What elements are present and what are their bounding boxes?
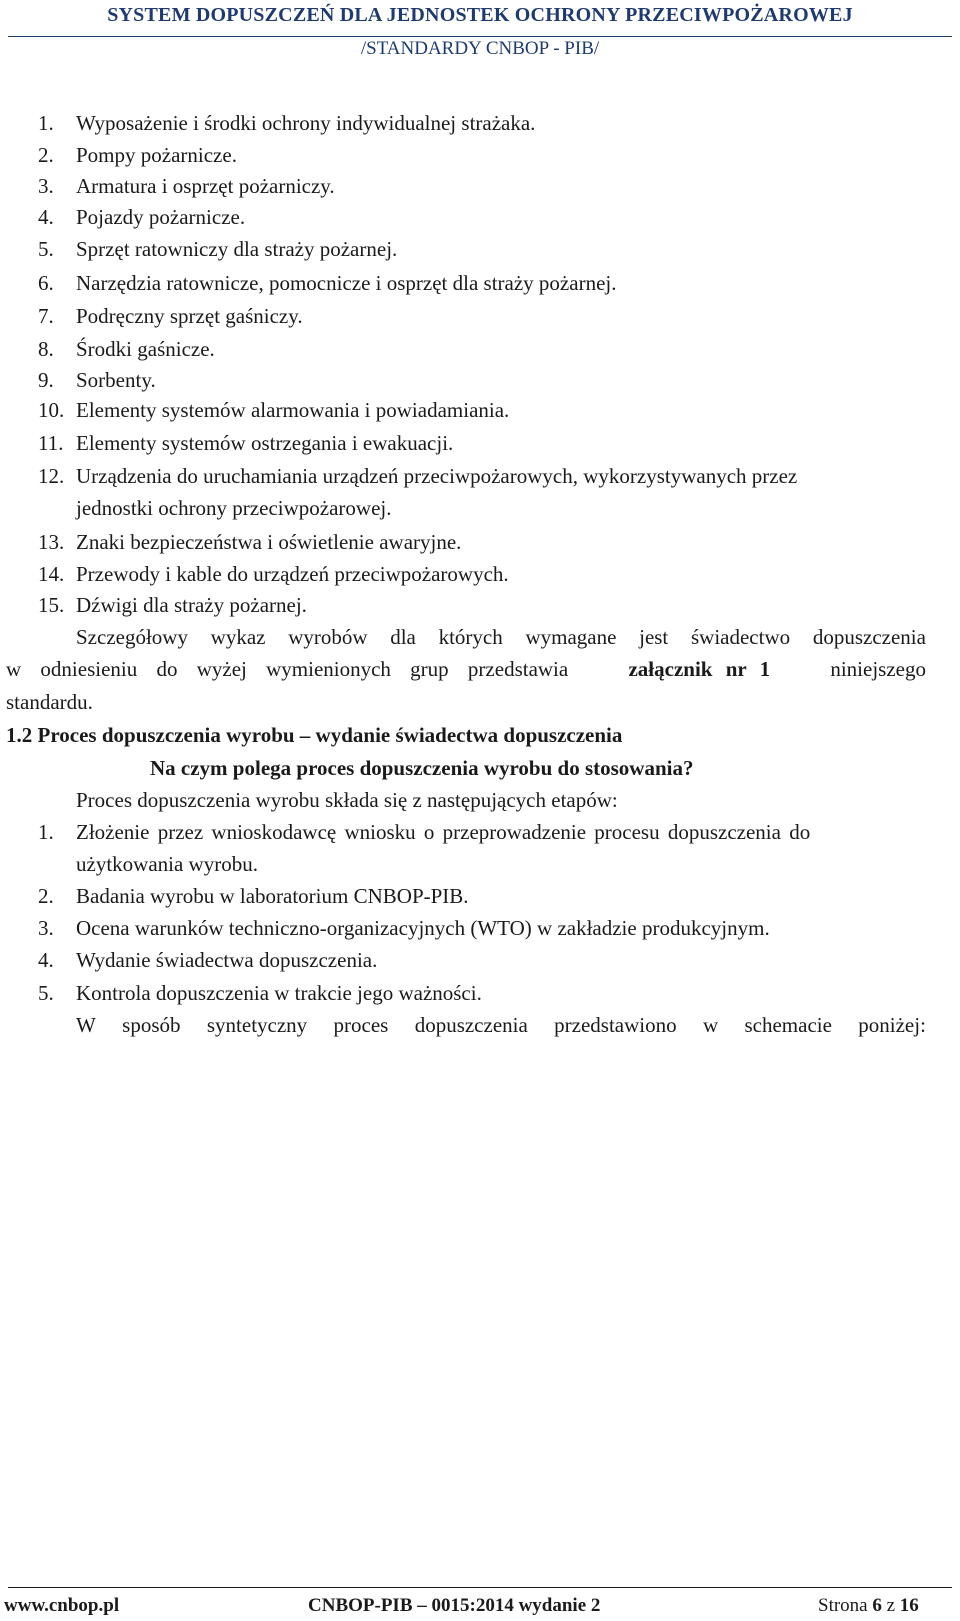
step-item (76, 819, 926, 845)
list-item-number: 2. (38, 143, 54, 167)
word: wymagane (525, 625, 617, 649)
word: sposób (122, 1013, 181, 1037)
step-item: Ocena warunków techniczno-organizacyjnych (WTO) w zakładzie produkcyjnym. (76, 916, 770, 940)
word: w (702, 1013, 719, 1037)
list-item: Wyposażenie i środki ochrony indywidualnej strażaka. (76, 111, 536, 135)
step-number: 5. (38, 981, 54, 1005)
footer-website-link[interactable]: www.cnbop.pl (4, 1595, 120, 1616)
list-item: Urządzenia do uruchamiania urządzeń przeciwpożarowych, wykorzystywanych przez (76, 464, 798, 488)
paragraph-line: standardu. (6, 690, 93, 714)
step-text: Złożenie przez wnioskodawcę wniosku o przeprowadzenie procesu dopuszczenia do (76, 820, 811, 844)
list-item: Znaki bezpieczeństwa i oświetlenie awaryjne. (76, 530, 462, 554)
step-number: 2. (38, 884, 54, 908)
list-item-number: 3. (38, 174, 54, 198)
list-item-number: 12. (38, 464, 65, 488)
header-subtitle: /STANDARDY CNBOP - PIB/ (360, 38, 600, 59)
step-number: 3. (38, 916, 54, 940)
list-item: Narzędzia ratownicze, pomocnicze i osprzęt dla straży pożarnej. (76, 271, 617, 295)
list-item-number: 13. (38, 530, 65, 554)
word: syntetyczny (206, 1013, 308, 1037)
list-item: Sorbenty. (76, 368, 156, 392)
list-item-number: 9. (38, 368, 54, 392)
text-segment: w odniesieniu do wyżej wymienionych grup przedstawia (6, 657, 569, 681)
word: wyrobów (288, 625, 368, 649)
list-item-number: 10. (38, 398, 65, 422)
step-item: Wydanie świadectwa dopuszczenia. (76, 948, 378, 972)
footer-document-id: CNBOP-PIB – 0015:2014 wydanie 2 (308, 1595, 601, 1616)
word: dopuszczenia (812, 625, 926, 649)
word: poniżej: (858, 1013, 926, 1037)
list-item-number: 7. (38, 304, 54, 328)
list-item: Pompy pożarnicze. (76, 143, 237, 167)
word: przedstawiono (554, 1013, 677, 1037)
section-heading: 1.2 Proces dopuszczenia wyrobu – wydanie świadectwa dopuszczenia (6, 723, 623, 747)
word: jest (639, 625, 669, 649)
list-item: Elementy systemów ostrzegania i ewakuacji. (76, 431, 454, 455)
list-item: Armatura i osprzęt pożarniczy. (76, 174, 335, 198)
step-number: 1. (38, 820, 54, 844)
word: świadectwo (690, 625, 791, 649)
page-total: 16 (899, 1595, 919, 1616)
steps-intro: Proces dopuszczenia wyrobu składa się z następujących etapów: (76, 788, 618, 812)
closing-sentence (76, 1012, 926, 1038)
list-item-number: 14. (38, 562, 65, 586)
list-item-number: 4. (38, 205, 54, 229)
page-current: 6 (872, 1595, 882, 1616)
footer-page-number (818, 1594, 919, 1618)
step-item: Badania wyrobu w laboratorium CNBOP-PIB. (76, 884, 469, 908)
list-item-number: 6. (38, 271, 54, 295)
step-number: 4. (38, 948, 54, 972)
list-item: Dźwigi dla straży pożarnej. (76, 593, 307, 617)
word: dopuszczenia (414, 1013, 528, 1037)
page-prefix: Strona (818, 1595, 868, 1616)
list-item: Przewody i kable do urządzeń przeciwpożarowych. (76, 562, 509, 586)
text-segment: niniejszego (830, 657, 926, 681)
word: wykaz (210, 625, 266, 649)
list-item: Środki gaśnicze. (76, 337, 215, 361)
paragraph-line (6, 656, 926, 682)
list-item: Pojazdy pożarnicze. (76, 205, 246, 229)
word: proces (333, 1013, 389, 1037)
word: Szczegółowy (76, 625, 188, 649)
annex-reference: załącznik nr 1 (628, 657, 771, 681)
page-separator: z (886, 1595, 896, 1616)
section-question: Na czym polega proces dopuszczenia wyrobu do stosowania? (150, 756, 694, 780)
header-title: SYSTEM DOPUSZCZEŃ DLA JEDNOSTEK OCHRONY PRZECIWPOŻAROWEJ (107, 4, 853, 26)
word: W (76, 1013, 96, 1037)
step-continuation: użytkowania wyrobu. (76, 852, 258, 876)
list-item-number: 8. (38, 337, 54, 361)
list-item: Podręczny sprzęt gaśniczy. (76, 304, 303, 328)
footer-rule (8, 1587, 952, 1588)
word: schemacie (744, 1013, 832, 1037)
list-item-number: 11. (38, 431, 64, 455)
list-item-number: 5. (38, 237, 54, 261)
header-rule (8, 36, 952, 37)
word: których (438, 625, 503, 649)
list-item-number: 1. (38, 111, 54, 135)
list-item: Sprzęt ratowniczy dla straży pożarnej. (76, 237, 398, 261)
word: dla (390, 625, 416, 649)
paragraph-line (76, 624, 926, 650)
list-item-number: 15. (38, 593, 65, 617)
list-item: Elementy systemów alarmowania i powiadamiania. (76, 398, 510, 422)
list-item-continuation: jednostki ochrony przeciwpożarowej. (76, 496, 392, 520)
step-item: Kontrola dopuszczenia w trakcie jego ważności. (76, 981, 482, 1005)
